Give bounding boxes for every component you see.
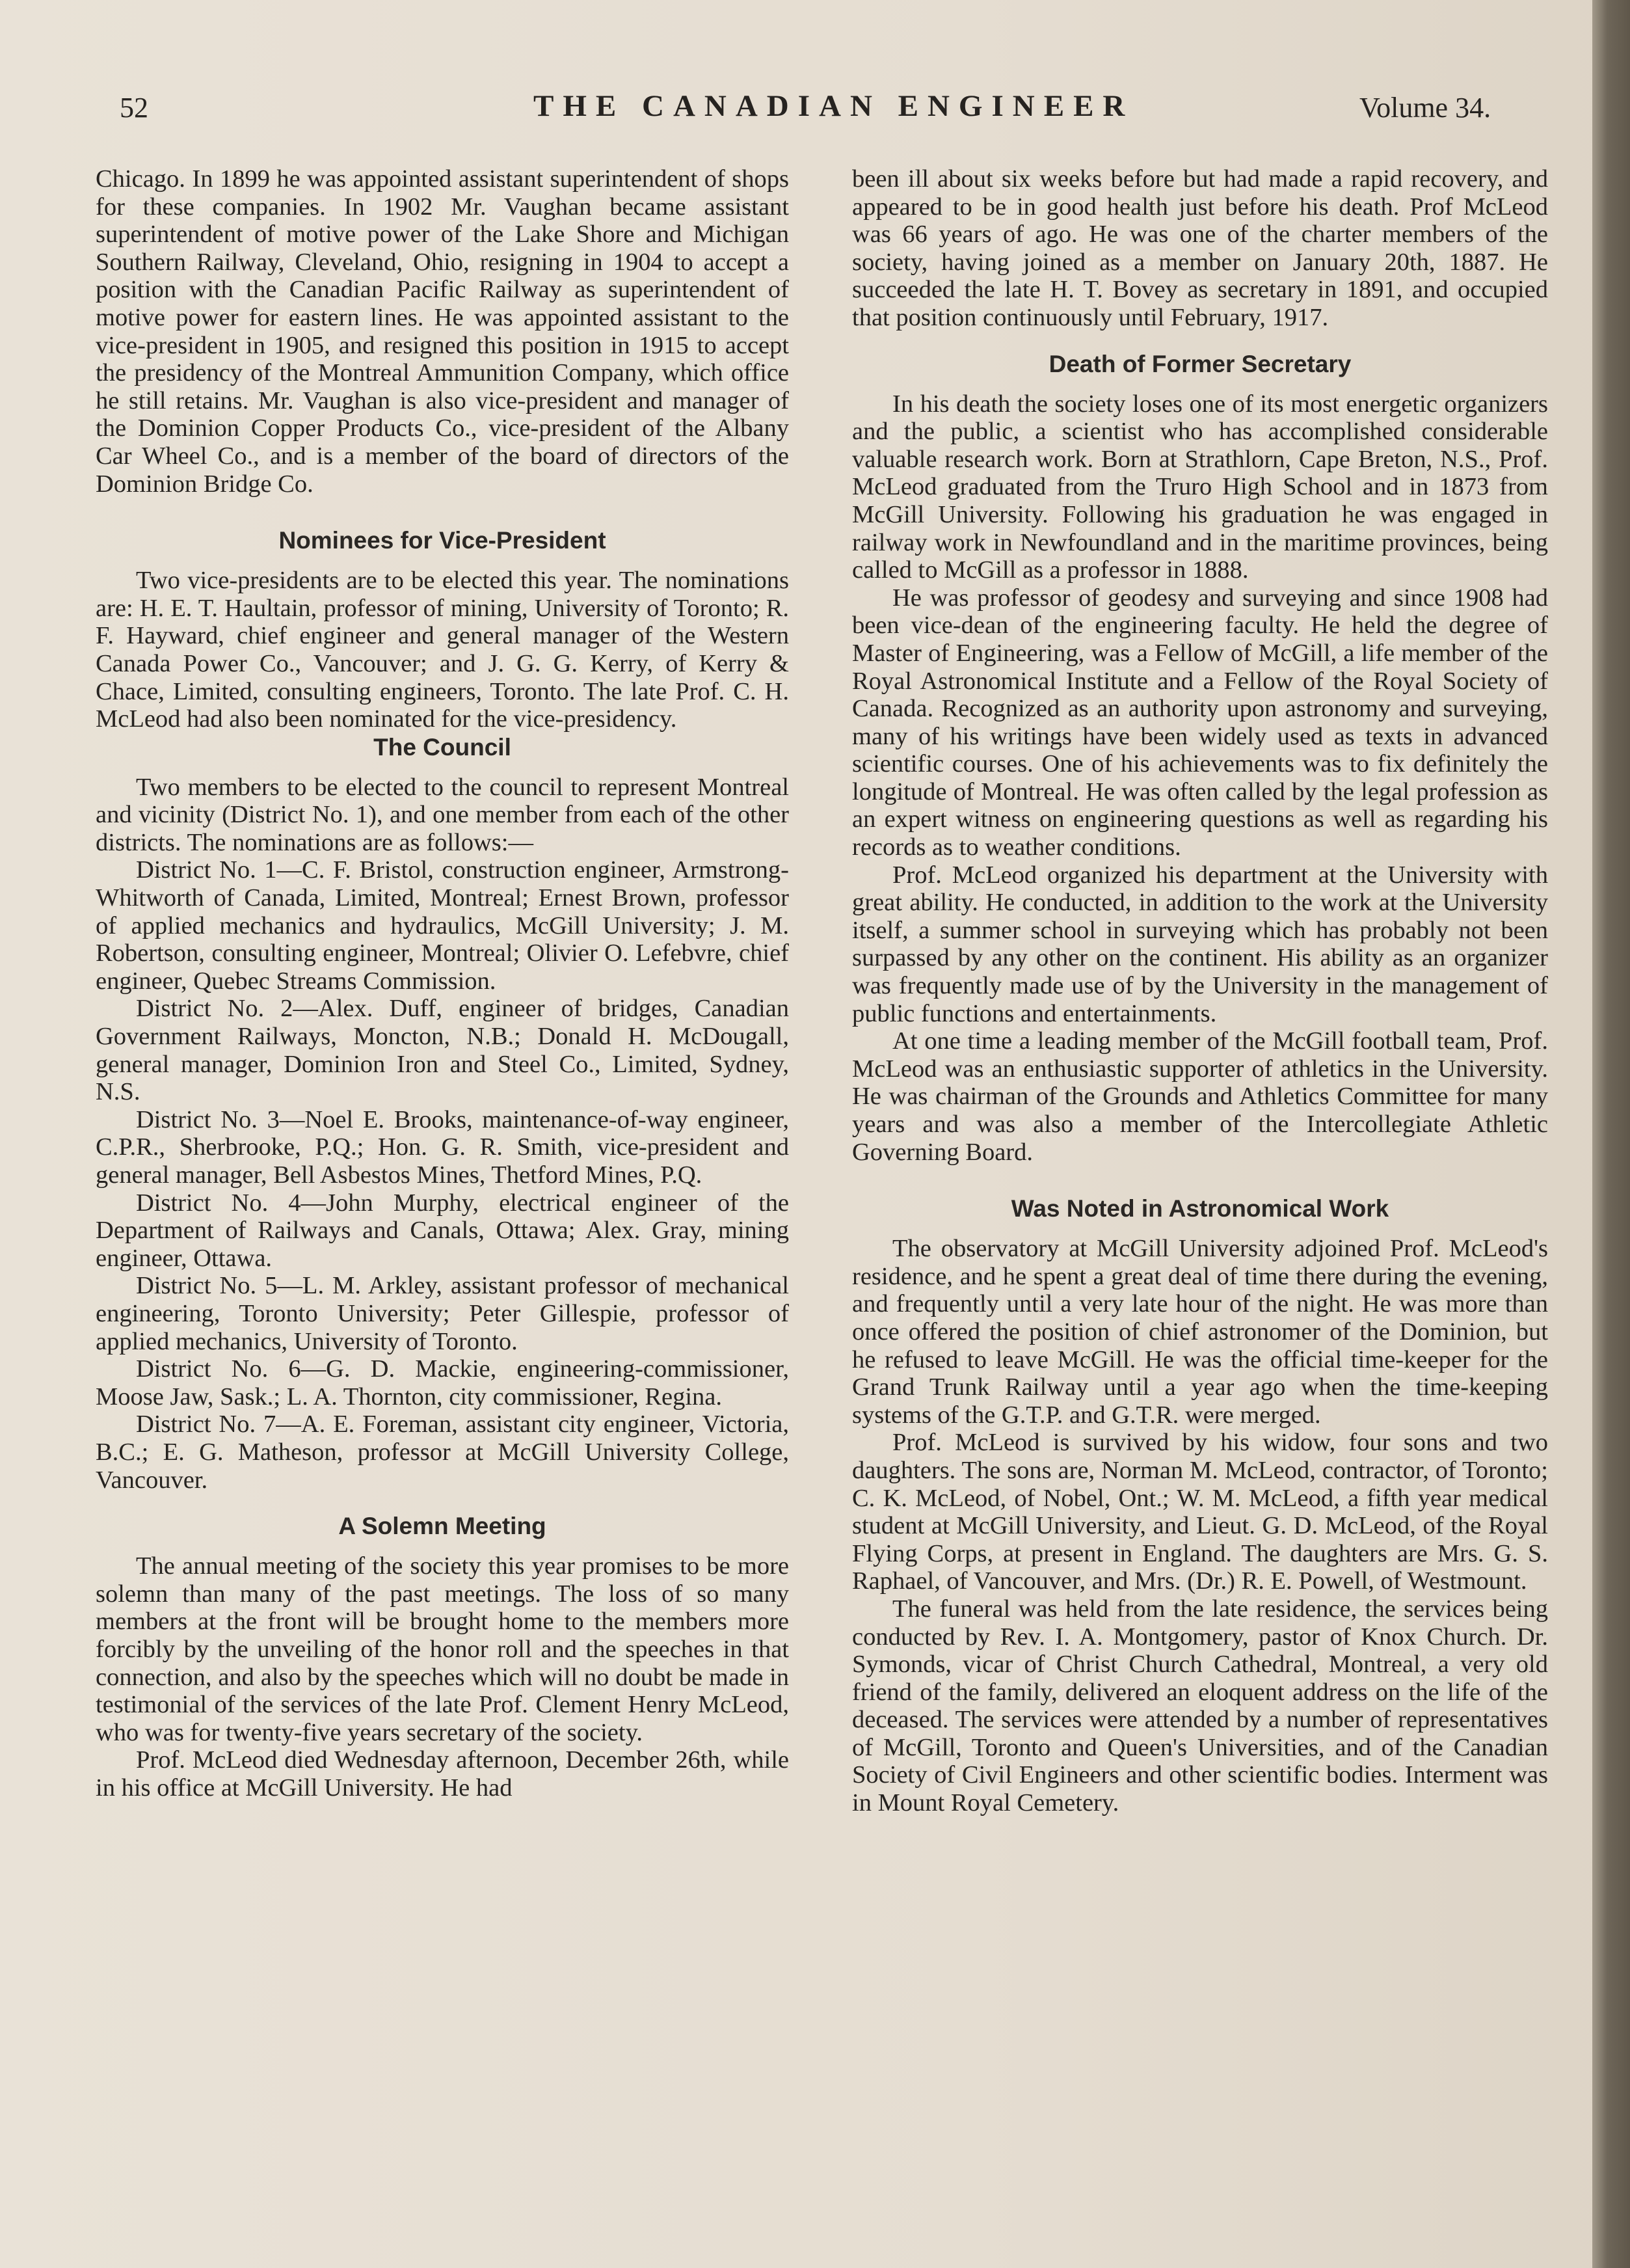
paragraph: Prof. McLeod is survived by his widow, four sons and two daughters. The sons are, Norman M. McLeod, contractor, of Toronto; C. K. McLeod, of Nobel, Ont.; W. M. McLeod, a fifth year medical student at McGill University, and Lieut. G. D. McLeod, of the Royal Flying Corps, at present in England. The daughters are Mrs. G. S. Raphael, of Vancouver, and Mrs. (Dr.) R. E. Powell, of Westmount. [852,1429,1548,1595]
paragraph: At one time a leading member of the McGill football team, Prof. McLeod was an enthusiastic supporter of athletics in the University. He was chairman of the Grounds and Athletics Committee for many years and was also a member of the Intercollegiate Athletic Governing Board. [852,1027,1548,1166]
paragraph: been ill about six weeks before but had made a rapid recovery, and appeared to be in good health just before his death. Prof McLeod was 66 years of ago. He was one of the charter members of the society, having joined as a member on January 20th, 1887. He succeeded the late H. T. Bovey as secretary in 1891, and occupied that position continuously until February, 1917. [852,165,1548,331]
section-heading-council: The Council [373,733,511,761]
page-edge-shadow [1592,0,1630,2268]
right-column [852,165,1548,1817]
district-entry: District No. 6—G. D. Mackie, engineering-commissioner, Moose Jaw, Sask.; L. A. Thornton, city commissioner, Regina. [96,1355,789,1411]
district-entry: District No. 4—John Murphy, electrical engineer of the Department of Railways and Canals, Ottawa; Alex. Gray, mining engineer, Ottawa. [96,1189,789,1272]
paragraph: Two members to be elected to the council to represent Montreal and vicinity (District No. 1), and one member from each of the other districts. The nominations are as follows:— [96,773,789,856]
district-entry: District No. 5—L. M. Arkley, assistant professor of mechanical engineering, Toronto University; Peter Gillespie, professor of applied mechanics, University of Toronto. [96,1272,789,1355]
volume-label: Volume 34. [1359,92,1491,124]
page-number: 52 [120,92,148,124]
section-heading-nominees: Nominees for Vice-President [278,527,606,554]
left-column [96,165,789,1802]
paragraph: Chicago. In 1899 he was appointed assistant superintendent of shops for these companies. In 1902 Mr. Vaughan became assistant superintendent of motive power of the Lake Shore and Michigan Southern Railway, Cleveland, Ohio, resigning in 1904 to accept a position with the Canadian Pacific Railway as superintendent of motive power for eastern lines. He was appointed assistant to the vice-president in 1905, and resigned this position in 1915 to accept the presidency of the Montreal Ammunition Company, which office he still retains. Mr. Vaughan is also vice-president and manager of the Dominion Copper Products Co., vice-president of the Albany Car Wheel Co., and is a member of the board of directors of the Dominion Bridge Co. [96,165,789,498]
section-heading-astronomical-work: Was Noted in Astronomical Work [1011,1195,1389,1222]
journal-title: THE CANADIAN ENGINEER [533,89,1134,123]
paragraph: The annual meeting of the society this year promises to be more solemn than many of the past meetings. The loss of so many members at the front will be brought home to the members more forcibly by the unveiling of the honor roll and the speeches in that connection, and also by the speeches which will no doubt be made in testimonial of the services of the late Prof. Clement Henry McLeod, who was for twenty-five years secretary of the society. [96,1552,789,1746]
paragraph: Two vice-presidents are to be elected this year. The nominations are: H. E. T. Haultain, professor of mining, University of Toronto; R. F. Hayward, chief engineer and general manager of the Western Canada Power Co., Vancouver; and J. G. G. Kerry, of Kerry & Chace, Limited, consulting engineers, Toronto. The late Prof. C. H. McLeod had also been nominated for the vice-presidency. [96,567,789,733]
section-heading-death-of-former-secretary: Death of Former Secretary [1049,350,1352,377]
paragraph: He was professor of geodesy and surveying and since 1908 had been vice-dean of the engineering faculty. He held the degree of Master of Engineering, was a Fellow of McGill, a life member of the Royal Astronomical Institute and a Fellow of the Royal Society of Canada. Recognized as an authority upon astronomy and surveying, many of his writings have been widely used as texts in advanced scientific courses. One of his achievements was to fix definitely the longitude of Montreal. He was often called by the legal profession as an expert witness on engineering questions as well as regarding his records as to weather conditions. [852,584,1548,861]
running-head [0,85,1630,137]
section-heading-solemn-meeting: A Solemn Meeting [338,1513,546,1540]
paragraph: Prof. McLeod organized his department at the University with great ability. He conducted, in addition to the work at the University itself, a summer school in surveying which has probably not been surpassed by any other on the continent. His ability as an organizer was frequently made use of by the University in the management of public functions and entertainments. [852,861,1548,1027]
district-entry: District No. 7—A. E. Foreman, assistant city engineer, Victoria, B.C.; E. G. Matheson, professor at McGill University College, Vancouver. [96,1411,789,1494]
district-entry: District No. 1—C. F. Bristol, construction engineer, Armstrong-Whitworth of Canada, Limited, Montreal; Ernest Brown, professor of applied mechanics and hydraulics, McGill University; J. M. Robertson, consulting engineer, Montreal; Olivier O. Lefebvre, chief engineer, Quebec Streams Commission. [96,856,789,995]
district-entry: District No. 2—Alex. Duff, engineer of bridges, Canadian Government Railways, Moncton, N.B.; Donald H. McDougall, general manager, Dominion Iron and Steel Co., Limited, Sydney, N.S. [96,995,789,1106]
district-entry: District No. 3—Noel E. Brooks, maintenance-of-way engineer, C.P.R., Sherbrooke, P.Q.; Hon. G. R. Smith, vice-president and general manager, Bell Asbestos Mines, Thetford Mines, P.Q. [96,1105,789,1189]
paragraph: The observatory at McGill University adjoined Prof. McLeod's residence, and he spent a great deal of time there during the evening, and frequently until a very late hour of the night. He was more than once offered the position of chief astronomer of the Dominion, but he refused to leave McGill. He was the official time-keeper for the Grand Trunk Railway until a year ago when the time-keeping systems of the G.T.P. and G.T.R. were merged. [852,1235,1548,1429]
paragraph: Prof. McLeod died Wednesday afternoon, December 26th, while in his office at McGill University. He had [96,1746,789,1802]
paragraph: In his death the society loses one of its most energetic organizers and the public, a scientist who has accomplished considerable valuable research work. Born at Strathlorn, Cape Breton, N.S., Prof. McLeod graduated from the Truro High School and in 1873 from McGill University. Following his graduation he was engaged in railway work in Newfoundland and in the maritime provinces, being called to McGill as a professor in 1888. [852,390,1548,584]
paragraph: The funeral was held from the late residence, the services being conducted by Rev. I. A. Montgomery, pastor of Knox Church. Dr. Symonds, vicar of Christ Church Cathedral, Montreal, a very old friend of the family, delivered an eloquent address on the life of the deceased. The services were attended by a number of representatives of McGill, Toronto and Queen's Universities, and of the Canadian Society of Civil Engineers and other scientific bodies. Interment was in Mount Royal Cemetery. [852,1595,1548,1817]
